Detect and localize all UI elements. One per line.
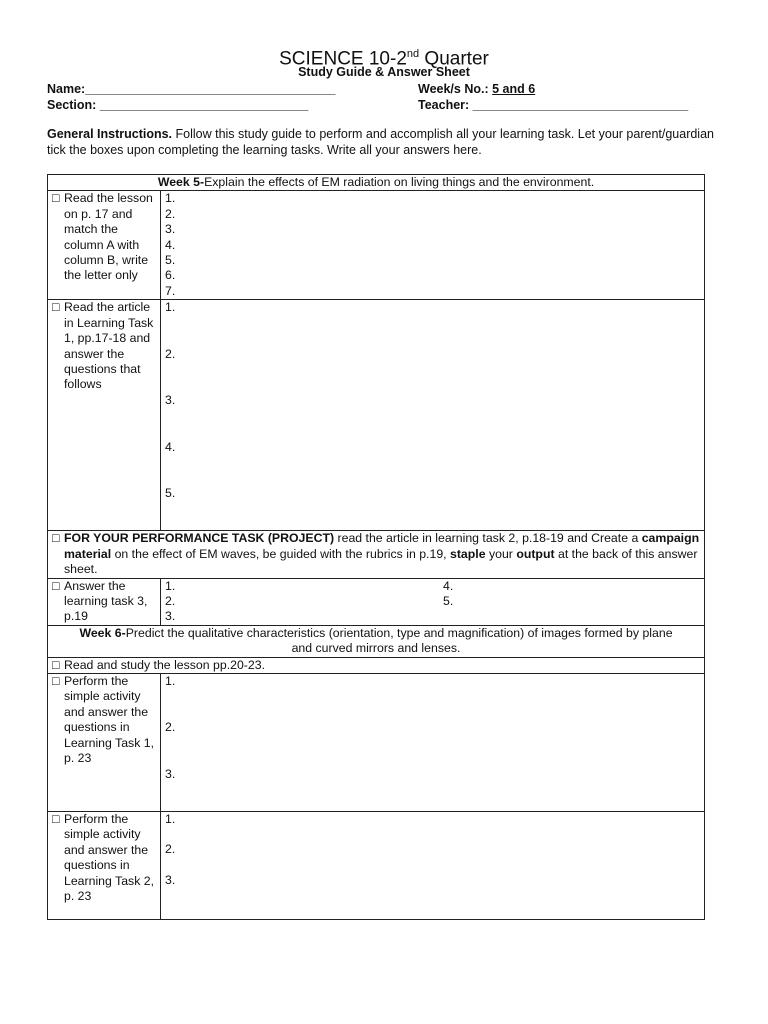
document-subtitle: Study Guide & Answer Sheet [298,65,470,79]
answer-number: 3. [165,872,176,887]
week5-task3-cell [48,578,161,625]
teacher-field[interactable] [418,97,688,113]
performance-task-cell [48,531,705,578]
performance-task-row [48,531,705,578]
answer-number: 3. [165,609,176,624]
week6-task2-text: Perform the simple activity and answer the questions in Learning Task 2, p. 23 [64,812,155,904]
title-end: Quarter [419,48,489,70]
instructions-text: Follow this study guide to perform and accomplish all your learning task. Let your parent/guardian tick the boxes upon completing the learning tasks. Write all your answers here. [47,127,714,157]
week6-header [48,625,705,657]
answer-number: 1. [165,191,176,206]
name-line: ____________________________________ [85,82,336,96]
week-field [418,81,535,97]
answer-number: 3. [165,393,176,408]
task-checkbox[interactable]: □ [52,812,60,827]
task-checkbox[interactable]: □ [52,191,60,206]
answer-number: 1. [165,300,176,315]
teacher-label: Teacher: [418,98,470,112]
answer-number: 2. [165,842,176,857]
answer-number: 2. [165,206,176,221]
week5-task3-answers[interactable] [161,578,705,625]
title-main: SCIENCE 10-2 [279,48,407,70]
week5-task2-cell [48,300,161,531]
answer-number: 2. [165,346,176,361]
week5-task1-cell [48,191,161,300]
week6-header-row [48,625,705,657]
answer-number: 2. [165,594,176,609]
week-value: 5 and 6 [492,82,536,96]
section-line: ______________________________ [99,98,309,112]
answer-number: 1. [165,674,176,689]
week6-task2-answers[interactable] [161,812,705,920]
task-checkbox[interactable]: □ [52,531,60,546]
performance-task-text: FOR YOUR PERFORMANCE TASK (PROJECT) read the article in learning task 2, p.18-19 and Create a campaign material on the effect of EM waves, be guided with the rubrics in p.19, staple your output at the back of this answer sheet. [64,531,700,577]
answer-number: 5. [165,253,176,268]
answer-number: 3. [165,222,176,237]
section-label: Section: [47,98,97,112]
week5-task1-text: Read the lesson on p. 17 and match the column A with column B, write the letter only [64,191,153,283]
answer-number: 4. [165,237,176,252]
week5-task2-row [48,300,705,531]
week5-label: Week 5- [157,175,205,189]
answer-number: 5. [165,486,176,501]
week6-label: Week 6- [79,625,126,640]
week6-task1-text: Perform the simple activity and answer the questions in Learning Task 1, p. 23 [64,674,155,766]
week5-header [48,175,705,191]
week6-objective: Predict the qualitative characteristics (orientation, type and magnification) of images formed by plane and curved mirrors and lenses. [125,625,673,656]
answer-number: 5. [443,594,454,609]
week5-objective: Explain the effects of EM radiation on living things and the environment. [204,175,595,189]
week5-task1-answers[interactable] [161,191,705,300]
answer-number: 2. [165,720,176,735]
name-field[interactable] [47,81,336,97]
week6-task1-row [48,674,705,812]
week5-task2-text: Read the article in Learning Task 1, pp.17-18 and answer the questions that follows [64,300,154,392]
answer-number: 1. [165,578,176,593]
task-checkbox[interactable]: □ [52,674,60,689]
teacher-line: _______________________________ [472,98,689,112]
answer-number: 7. [165,283,176,298]
answer-number: 6. [165,268,176,283]
answer-number: 3. [165,766,176,781]
name-label: Name: [47,82,86,96]
section-field[interactable] [47,97,308,113]
week5-task1-row [48,191,705,300]
general-instructions [47,126,717,158]
week5-header-row [48,175,705,191]
week6-read-text: Read and study the lesson pp.20-23. [64,657,265,672]
week6-task2-row [48,812,705,920]
answer-number: 4. [165,439,176,454]
week5-task2-answers[interactable] [161,300,705,531]
week-label: Week/s No.: [418,82,489,96]
answer-number: 4. [443,578,454,593]
week6-read-cell [48,657,705,673]
week6-task1-answers[interactable] [161,674,705,812]
week5-task3-text: Answer the learning task 3, p.19 [64,578,148,624]
instructions-heading: General Instructions. [47,127,173,141]
week6-read-row [48,657,705,673]
task-checkbox[interactable]: □ [52,578,60,593]
task-checkbox[interactable]: □ [52,657,60,672]
week6-task1-cell [48,674,161,812]
week6-task2-cell [48,812,161,920]
title-superscript: nd [406,48,420,60]
answer-number: 1. [165,812,176,827]
task-checkbox[interactable]: □ [52,300,60,315]
week5-task3-row [48,578,705,625]
study-guide-table [47,174,705,920]
